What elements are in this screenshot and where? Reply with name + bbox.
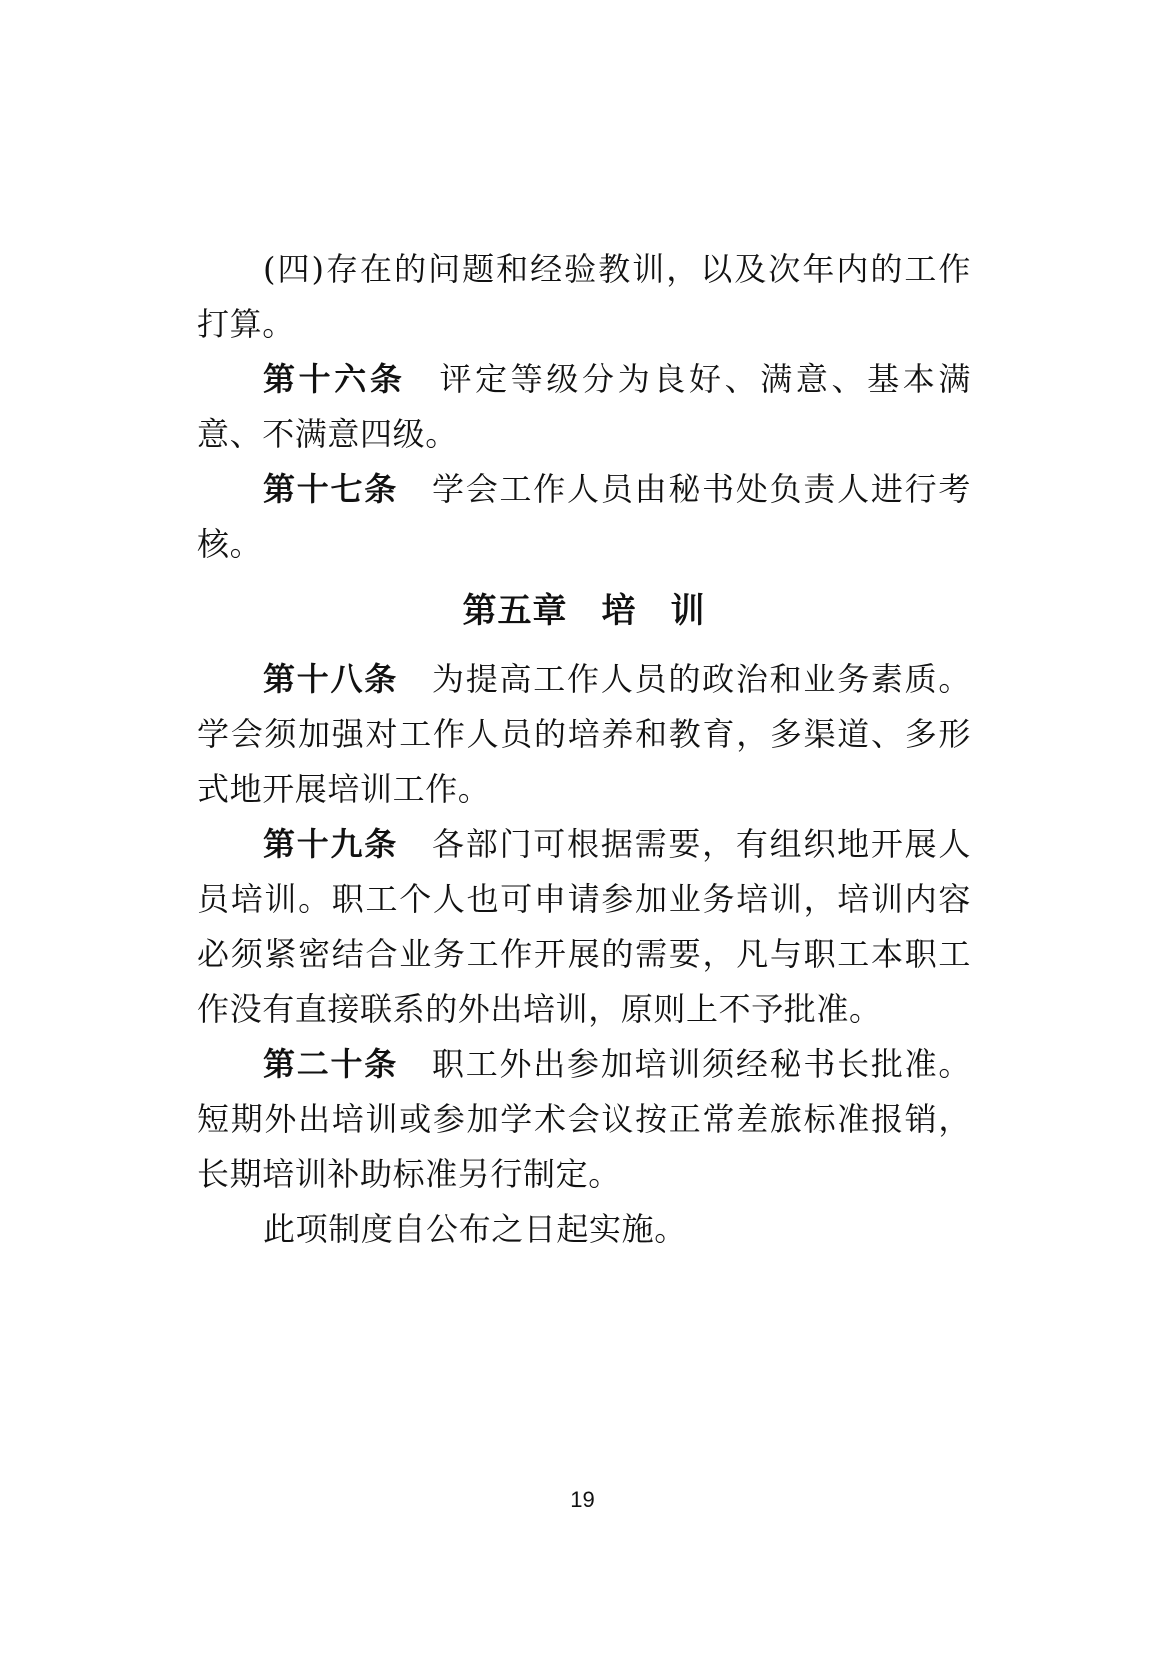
article-text: 学会工作人员由秘书处负责人进行考核。 bbox=[197, 470, 971, 563]
article-17 bbox=[197, 462, 971, 572]
chapter-heading bbox=[197, 582, 971, 640]
article-text: 各部门可根据需要，有组织地开展人员培训。职工个人也可申请参加业务培训，培训内容必须紧密结合业务工作开展的需要，凡与职工本职工作没有直接联系的外出培训，原则上不予批准。 bbox=[197, 825, 971, 1028]
chapter-label: 第五章 bbox=[462, 591, 568, 631]
article-20 bbox=[197, 1037, 971, 1202]
article-18 bbox=[197, 652, 971, 817]
paragraph-item-4 bbox=[197, 242, 971, 352]
page-number: 19 bbox=[570, 1487, 595, 1512]
article-text: 为提高工作人员的政治和业务素质。学会须加强对工作人员的培养和教育，多渠道、多形式地开展培训工作。 bbox=[197, 660, 971, 808]
article-16 bbox=[197, 352, 971, 462]
closing-text: 此项制度自公布之日起实施。 bbox=[263, 1210, 687, 1248]
closing-statement bbox=[197, 1202, 971, 1257]
article-heading: 第十九条 bbox=[263, 825, 399, 863]
body-text bbox=[197, 242, 971, 1257]
article-heading: 第十八条 bbox=[263, 660, 399, 698]
chapter-title-char-2: 训 bbox=[670, 591, 706, 631]
article-heading: 第二十条 bbox=[263, 1045, 399, 1083]
article-text: 评定等级分为良好、满意、基本满意、不满意四级。 bbox=[197, 360, 971, 453]
chapter-title-char-1: 培 bbox=[601, 591, 637, 631]
article-19 bbox=[197, 817, 971, 1037]
article-text: 职工外出参加培训须经秘书长批准。短期外出培训或参加学术会议按正常差旅标准报销，长期培训补助标准另行制定。 bbox=[197, 1045, 971, 1193]
article-heading: 第十七条 bbox=[263, 470, 399, 508]
article-heading: 第十六条 bbox=[263, 360, 406, 398]
paragraph-text: (四)存在的问题和经验教训，以及次年内的工作打算。 bbox=[197, 250, 971, 343]
